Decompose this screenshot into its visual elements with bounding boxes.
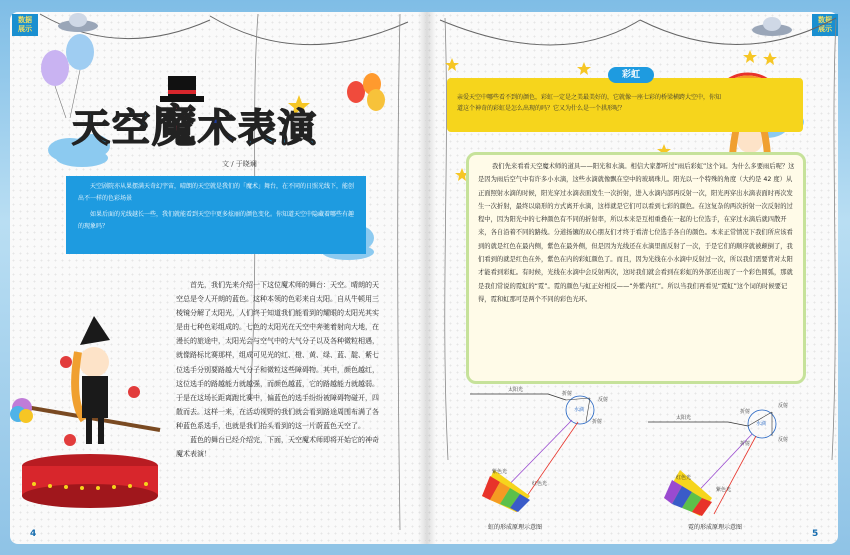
curtain-line	[398, 14, 400, 530]
intro-box	[66, 176, 366, 254]
title-char: 天	[72, 106, 113, 150]
label-refraction: 折射	[740, 409, 751, 415]
curtain-swag	[440, 20, 640, 45]
curtain-line	[832, 20, 836, 460]
balloon-icon	[347, 73, 385, 111]
label-red: 红色光	[676, 475, 692, 481]
label-reflection: 反射	[778, 437, 789, 443]
color-fan-icon	[482, 470, 530, 512]
intro-paragraph: 如果后面的光线越长一些，我们就能看到天空中更多炫丽的颜色变化。你知道天空中隐藏着哪些有趣的现象吗？	[78, 211, 355, 230]
diagram-caption: 虹的形成原理示意图	[488, 524, 543, 531]
left-corner-tab: 数据 展示	[12, 14, 38, 36]
label-purple: 紫色光	[716, 487, 732, 493]
label-refraction: 折射	[562, 391, 573, 397]
label-refraction: 折射	[592, 419, 603, 425]
label-purple: 紫色光	[492, 469, 508, 475]
page-number: 5	[812, 529, 819, 539]
label-sun: 太阳光	[676, 415, 692, 421]
curtain-swag	[210, 16, 408, 45]
ufo-icon	[752, 17, 792, 36]
byline: 文 / 于晓斓	[222, 160, 257, 168]
left-body-text	[176, 278, 380, 461]
label-refraction: 折射	[740, 441, 751, 447]
intro-paragraph: 天空剧院亦从果摆满天奇幻宇宙，晴朗的天空就是我们的「魔术」舞台，在不同的日照光线下，能创出不一样的色彩场景	[78, 183, 355, 202]
label-reflection: 反射	[778, 403, 789, 409]
label-drop: 水滴	[574, 407, 585, 413]
page-number: 4	[30, 529, 37, 539]
page-title	[72, 90, 318, 154]
label-drop: 水滴	[756, 421, 767, 427]
title-char: 术	[198, 106, 239, 150]
label-red: 红色光	[532, 481, 548, 487]
right-body-text	[478, 160, 796, 306]
title-char: 空	[112, 106, 153, 150]
right-corner-tab: 数据 展示	[812, 14, 838, 36]
title-char: 演	[278, 106, 319, 150]
witch-girl-illustration	[10, 316, 160, 446]
title-char: 表	[238, 106, 279, 150]
label-sun: 太阳光	[508, 387, 524, 393]
body-paragraph: 蓝色的舞台已经介绍完，下面，天空魔术师即将开始它的神奇魔术表演！	[176, 436, 379, 459]
body-paragraph: 我们先来看看天空魔术师的道具——阳光和水滴。相信大家都听过“雨后彩虹”这个词。为什么多要雨后呢？这是因为雨后空气中有许多小水滴，这些水滴就像飘在空中的玻璃珠儿。阳光以一个特殊的角度（大约是 42 度）从正面照射水滴的时候，阳光穿过水滴表面发生一次折射，进入水滴内部再反射一次，阳光再穿出水滴表面时再次发生一次折射，最终以扇形的方式离开水滴，这样就是它们可以看到七彩的颜色。在这复杂的两次折射一次反射的过程中，因为阳光中的七种颜色有不同的折射率，所以本来是互相重叠在一起的七位选手，在穿过水滴后就四散开来，各自沿着不同的路线。分道扬镳的双心朋友们才终于看清七位选手各自的颜色。本来正常情况下我们所应该看到的就是红色在最内侧，紫色在最外侧，但是因为光线还在水滴里面反射了一次，于是它们的顺序就被颠倒了，我们看到的就是红色在外，紫色在内的彩虹颜色了。而且，因为光线在小水滴中反射过一次，所以我们需要背对太阳才能看到彩虹。有时候，光线在水滴中会反射两次，这时我们就会看到在彩虹的外部还出现了一个彩色圆弧，那就是我们常说的霓虹的“霓”。霓的颜色与虹正好相反——“外紫内红”。所以当我们再看见“霓虹”这个词的时候要记得，霓和虹那可是两个不同的彩色光环。	[478, 163, 795, 303]
label-reflection: 反射	[598, 397, 609, 403]
circus-stage-icon	[22, 454, 158, 508]
diagram-caption: 霓的形成原理示意图	[688, 524, 743, 531]
body-paragraph: 首先，我们先来介绍一下这位魔术师的舞台：天空。晴朗的天空总是令人开朗的蓝色。这种本领的色彩来自太阳。自从牛顿用三棱镜分解了太阳光，人们终于知道我们能看到的耀眼的太阳光其实是由七种色彩组成的。七色的太阳光在天空中奔驰着射向大地，在漫长的旅途中，太阳光会与空气中的大气分子以及各种微粒相遇，就像路标比赛那样，组成可见光的红、橙、黄、绿、蓝、靛、紫七位选手分别要路越大气分子和微粒这些障碍物。其中，颜色越红，这位选手的路越能力就越强，而颜色越蓝，它的路越能力就越弱。于是在这场长距离跑比赛中，偏蓝色的选手纷纷被障碍物碰开，四散而去。这样一来，在活动视野的我们就会看到路途周围布满了各种蓝色系选手，也就是我们抬头看到的这一片蔚蓝色天空了。	[176, 281, 379, 430]
section-tag: 彩虹	[608, 67, 654, 83]
yellow-intro-box	[447, 78, 803, 132]
ufo-icon	[58, 13, 98, 32]
title-char: 魔	[152, 101, 199, 152]
yellow-intro-text: 亲爱天空中哪些看不到的颜色，彩虹一定是之美最美好的，它就像一座七彩的桥梁横跨大空中，你知道这个神奇的彩虹是怎么出现的吗？它又为什么是一个拱形呢？	[457, 94, 722, 112]
curtain-swag	[640, 18, 836, 45]
